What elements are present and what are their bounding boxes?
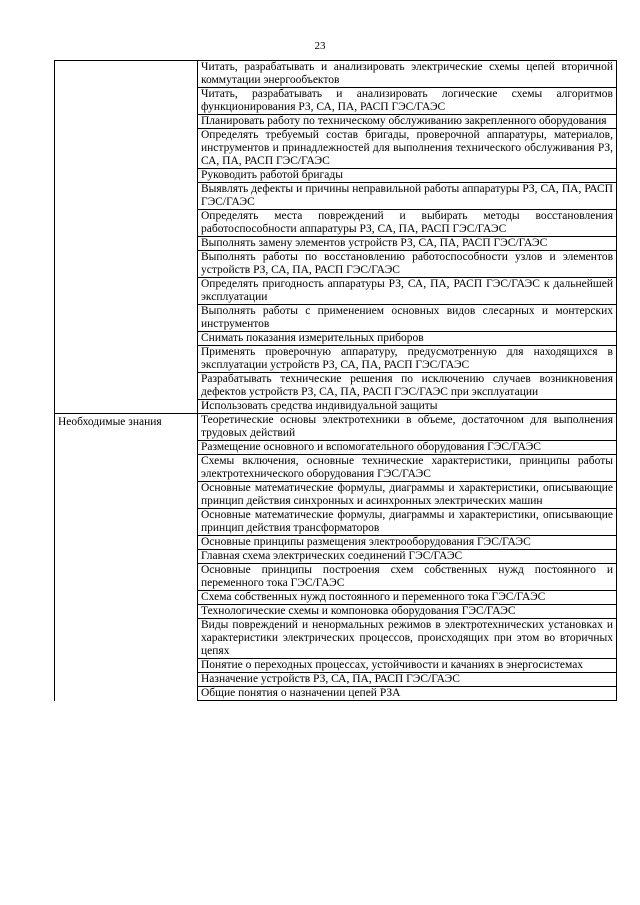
requirement-item: Основные принципы размещения электрооборудования ГЭС/ГАЭС xyxy=(198,536,617,550)
table-row xyxy=(55,61,617,88)
requirement-item: Использовать средства индивидуальной защиты xyxy=(198,400,617,414)
requirement-item: Главная схема электрических соединений ГЭС/ГАЭС xyxy=(198,550,617,564)
requirement-item: Определять пригодность аппаратуры РЗ, СА, ПА, РАСП ГЭС/ГАЭС к дальнейшей эксплуатации xyxy=(198,278,617,305)
requirement-item: Применять проверочную аппаратуру, предусмотренную для находящихся в эксплуатации устройств РЗ, СА, ПА, РАСП ГЭС/ГАЭС xyxy=(198,346,617,373)
page-number: 23 xyxy=(314,40,326,52)
requirement-item: Технологические схемы и компоновка оборудования ГЭС/ГАЭС xyxy=(198,605,617,619)
requirement-item: Руководить работой бригады xyxy=(198,169,617,183)
requirement-item: Выявлять дефекты и причины неправильной работы аппаратуры РЗ, СА, ПА, РАСП ГЭС/ГАЭС xyxy=(198,183,617,210)
requirement-item: Основные математические формулы, диаграммы и характеристики, описывающие принцип действия трансформаторов xyxy=(198,509,617,536)
requirement-item: Выполнять работы с применением основных видов слесарных и монтерских инструментов xyxy=(198,305,617,332)
section-label: Необходимые знания xyxy=(55,414,198,701)
requirement-item: Планировать работу по техническому обслуживанию закрепленного оборудования xyxy=(198,115,617,129)
requirement-item: Виды повреждений и ненормальных режимов в электротехнических установках и характеристики электрических процессов, происходящих при этом во вторичных цепях xyxy=(198,619,617,659)
requirement-item: Схема собственных нужд постоянного и переменного тока ГЭС/ГАЭС xyxy=(198,591,617,605)
requirement-item: Выполнять работы по восстановлению работоспособности узлов и элементов устройств РЗ, СА, ПА, РАСП ГЭС/ГАЭС xyxy=(198,251,617,278)
table-row xyxy=(55,414,617,441)
requirement-item: Размещение основного и вспомогательного оборудования ГЭС/ГАЭС xyxy=(198,441,617,455)
requirement-item: Разрабатывать технические решения по исключению случаев возникновения дефектов устройств РЗ, СА, ПА, РАСП ГЭС/ГАЭС при эксплуатации xyxy=(198,373,617,400)
requirement-item: Снимать показания измерительных приборов xyxy=(198,332,617,346)
requirement-item: Определять места повреждений и выбирать методы восстановления работоспособности аппаратуры РЗ, СА, ПА, РАСП ГЭС/ГАЭС xyxy=(198,210,617,237)
requirements-table xyxy=(54,60,617,701)
requirement-item: Выполнять замену элементов устройств РЗ, СА, ПА, РАСП ГЭС/ГАЭС xyxy=(198,237,617,251)
requirement-item: Общие понятия о назначении цепей РЗА xyxy=(198,687,617,701)
requirement-item: Читать, разрабатывать и анализировать электрические схемы цепей вторичной коммутации энергообъектов xyxy=(198,61,617,88)
requirement-item: Назначение устройств РЗ, СА, ПА, РАСП ГЭС/ГАЭС xyxy=(198,673,617,687)
requirement-item: Читать, разрабатывать и анализировать логические схемы алгоритмов функционирования РЗ, СА, ПА, РАСП ГЭС/ГАЭС xyxy=(198,88,617,115)
requirement-item: Основные математические формулы, диаграммы и характеристики, описывающие принцип действия синхронных и асинхронных электрических машин xyxy=(198,482,617,509)
requirement-item: Схемы включения, основные технические характеристики, принципы работы электротехнического оборудования ГЭС/ГАЭС xyxy=(198,455,617,482)
requirement-item: Понятие о переходных процессах, устойчивости и качаниях в энергосистемах xyxy=(198,659,617,673)
requirement-item: Определять требуемый состав бригады, проверочной аппаратуры, материалов, инструментов и принадлежностей для выполнения технического обслуживания РЗ, СА, ПА, РАСП ГЭС/ГАЭС xyxy=(198,129,617,169)
requirement-item: Теоретические основы электротехники в объеме, достаточном для выполнения трудовых действий xyxy=(198,414,617,441)
section-label xyxy=(55,61,198,414)
requirement-item: Основные принципы построения схем собственных нужд постоянного и переменного тока ГЭС/ГАЭС xyxy=(198,564,617,591)
